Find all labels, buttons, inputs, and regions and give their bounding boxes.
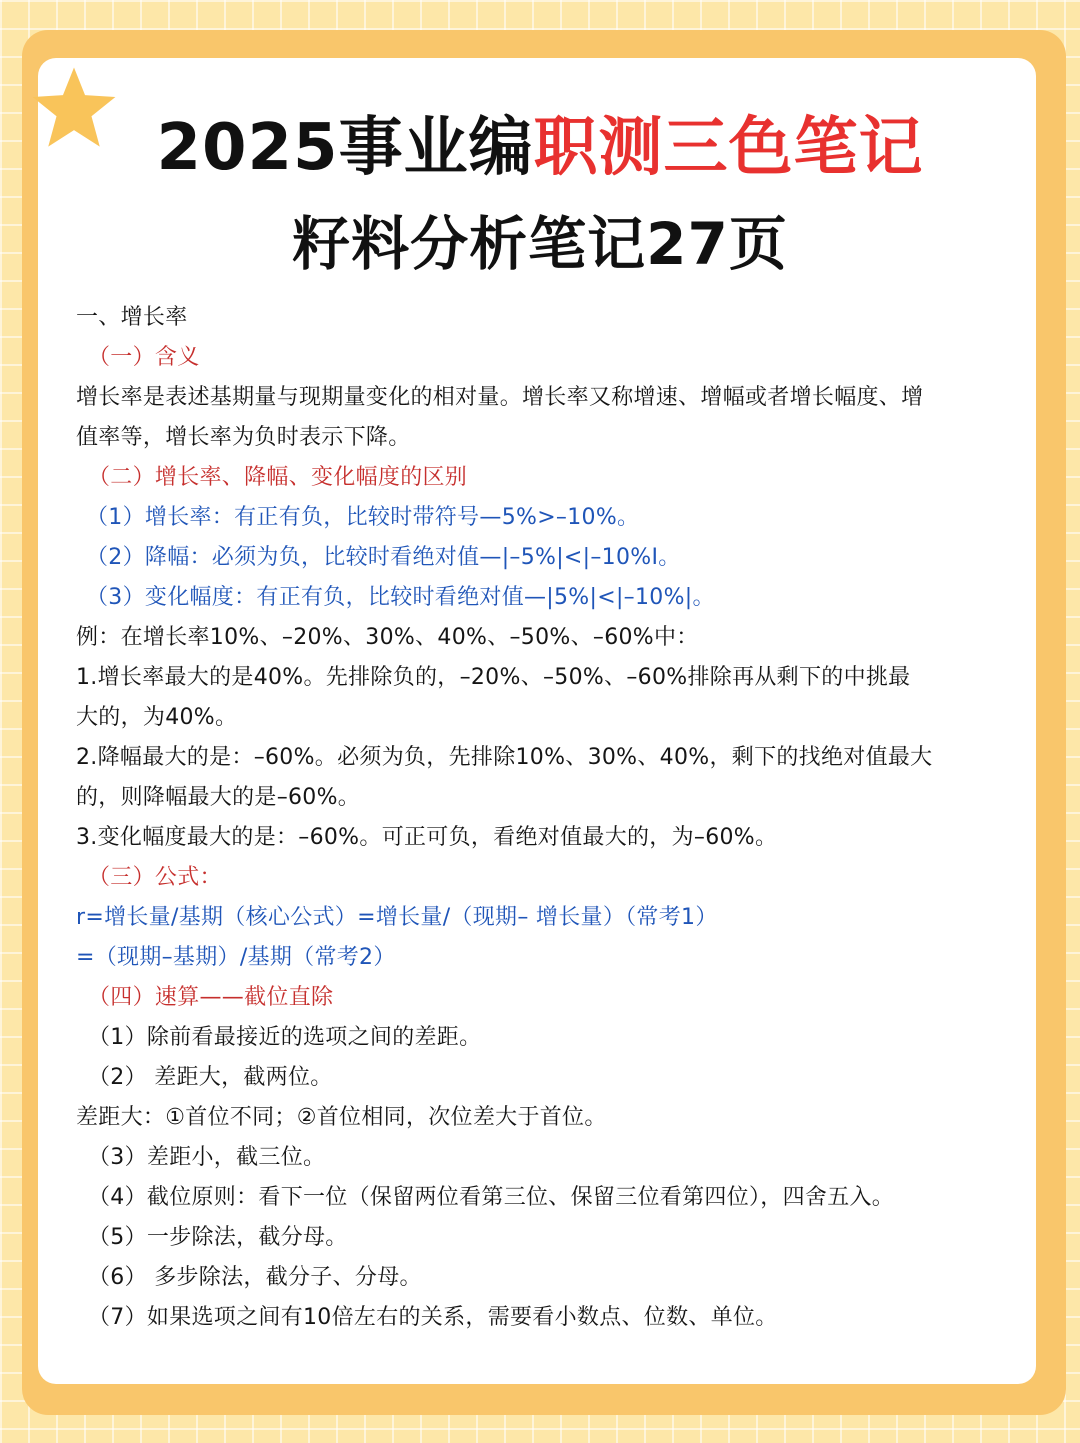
- formula-line: r=增长量/基期（核心公式）=增长量/（现期– 增长量）（常考1）: [76, 905, 718, 930]
- section-heading: 一、增长率: [76, 305, 188, 330]
- rule-line: 差距大：①首位不同；②首位相同，次位差大于首位。: [76, 1105, 607, 1130]
- subheading-quick-calc: （四）速算——截位直除: [88, 985, 334, 1010]
- example-line: 大的，为40%。: [76, 705, 238, 730]
- subheading-formula: （三）公式：: [88, 865, 222, 890]
- note-content: [76, 298, 1016, 1338]
- rule-line: （2） 差距大，截两位。: [88, 1065, 333, 1090]
- subheading-difference: （二）增长率、降幅、变化幅度的区别: [88, 465, 468, 490]
- page-subtitle: 籽料分析笔记27页: [292, 210, 788, 278]
- rule-line: （1）除前看最接近的选项之间的差距。: [88, 1025, 482, 1050]
- blue-point: （3）变化幅度：有正有负，比较时看绝对值—|5%|<|–10%|。: [86, 585, 715, 610]
- example-line: 2.降幅最大的是：–60%。必须为负，先排除10%、30%、40%，剩下的找绝对值最大: [76, 745, 933, 770]
- page-title: [0, 108, 1080, 188]
- example-line: 例：在增长率10%、–20%、30%、40%、–50%、–60%中：: [76, 625, 699, 650]
- paragraph-line: 增长率是表述基期量与现期量变化的相对量。增长率又称增速、增幅或者增长幅度、增: [76, 385, 924, 410]
- example-line: 1.增长率最大的是40%。先排除负的，–20%、–50%、–60%排除再从剩下的中挑最: [76, 665, 911, 690]
- title-red: 职测三色笔记: [533, 111, 924, 185]
- rule-line: （4）截位原则：看下一位（保留两位看第三位、保留三位看第四位），四舍五入。: [88, 1185, 895, 1210]
- example-line: 3.变化幅度最大的是：–60%。可正可负，看绝对值最大的，为–60%。: [76, 825, 778, 850]
- paragraph-line: 值率等，增长率为负时表示下降。: [76, 425, 411, 450]
- subheading-meaning: （一）含义: [88, 345, 200, 370]
- title-black: 2025事业编: [156, 111, 534, 185]
- blue-point: （1）增长率：有正有负，比较时带符号—5%>–10%。: [86, 505, 640, 530]
- rule-line: （6） 多步除法，截分子、分母。: [88, 1265, 422, 1290]
- rule-line: （5）一步除法，截分母。: [88, 1225, 348, 1250]
- example-line: 的，则降幅最大的是–60%。: [76, 785, 361, 810]
- rule-line: （7）如果选项之间有10倍左右的关系，需要看小数点、位数、单位。: [88, 1305, 778, 1330]
- formula-line: =（现期–基期）/基期（常考2）: [76, 945, 396, 970]
- rule-line: （3）差距小，截三位。: [88, 1145, 326, 1170]
- blue-point: （2）降幅：必须为负，比较时看绝对值—|–5%|<|–10%I。: [86, 545, 681, 570]
